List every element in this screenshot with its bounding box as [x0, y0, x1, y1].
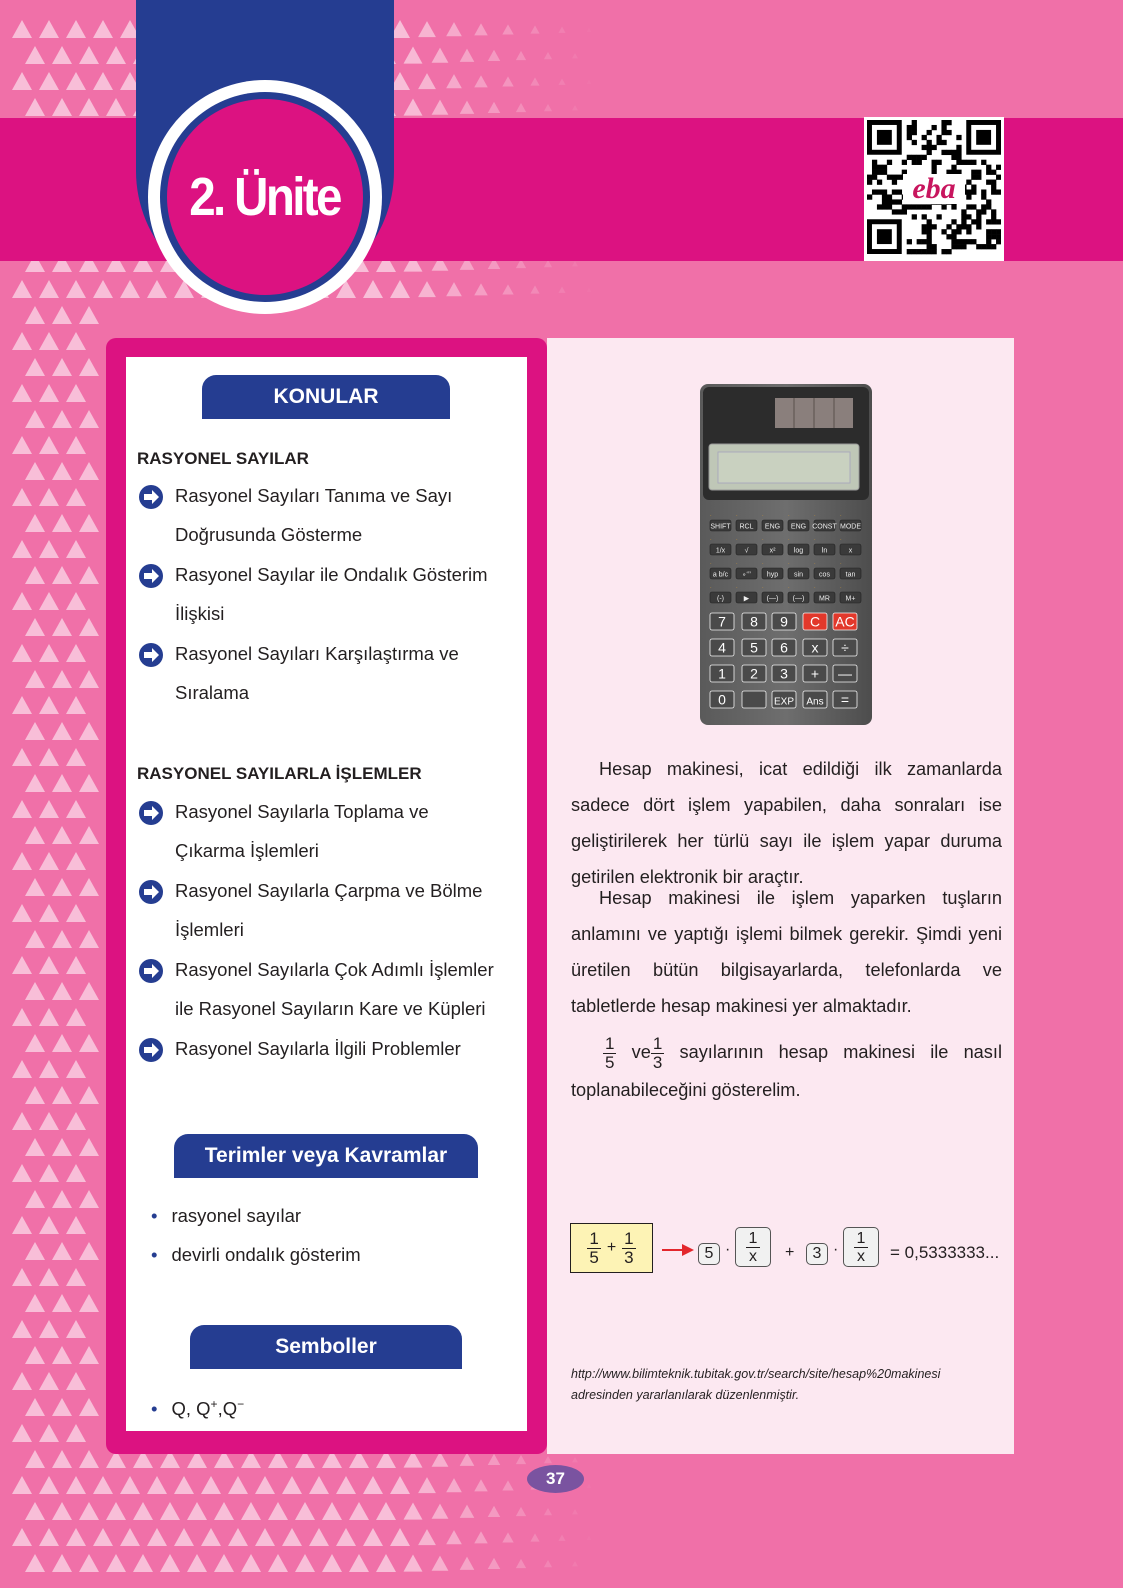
symbol-text: Q, Q: [171, 1398, 211, 1420]
svg-text:·: ·: [762, 561, 764, 567]
svg-text:·: ·: [736, 561, 738, 567]
calc-key-5: 5: [698, 1243, 720, 1265]
svg-text:ln: ln: [821, 547, 828, 555]
svg-text:·: ·: [788, 585, 790, 591]
source-text: adresinden yararlanılarak düzenlenmiştir.: [571, 1388, 800, 1402]
paragraph-3: [571, 1034, 1002, 1108]
svg-text:RCL: RCL: [739, 523, 754, 531]
symbol-sup: +: [210, 1397, 218, 1411]
svg-text:—: —: [838, 665, 852, 682]
qr-code[interactable]: [864, 117, 1004, 261]
dot-operator: ·: [833, 1241, 839, 1258]
calc-key-3: 3: [806, 1243, 828, 1265]
topic-item-line: Çıkarma İşlemleri: [175, 840, 319, 861]
section-title-rational-numbers: RASYONEL SAYILAR: [137, 449, 309, 468]
arrow-bullet-icon: [138, 958, 164, 984]
svg-text:5: 5: [750, 639, 758, 656]
svg-text:(-): (-): [717, 595, 724, 603]
svg-text:(—): (—): [792, 595, 805, 603]
page-number: 37: [527, 1465, 584, 1493]
svg-text:·: ·: [710, 513, 712, 519]
topic-item-line: Sıralama: [175, 682, 250, 703]
svg-text:AC: AC: [835, 613, 855, 630]
arrow-bullet-icon: [138, 879, 164, 905]
svg-text:log: log: [793, 547, 804, 555]
svg-text:·: ·: [710, 585, 712, 591]
svg-text:=: =: [840, 691, 850, 708]
svg-text:7: 7: [718, 613, 726, 630]
symbols-heading: Semboller: [190, 1325, 462, 1369]
arrow-bullet-icon: [138, 1037, 164, 1063]
svg-text:·: ·: [840, 513, 842, 519]
arrow-bullet-icon: [138, 484, 164, 510]
dot-operator: ·: [725, 1241, 731, 1258]
plus-sign: +: [606, 1239, 617, 1256]
topic-item: [138, 643, 518, 712]
topic-item: [138, 1038, 518, 1068]
svg-text:1: 1: [718, 665, 726, 682]
sum-expression-box: [570, 1223, 653, 1273]
topic-item-line: Rasyonel Sayılarla Çok Adımlı İşlemler: [175, 959, 494, 980]
symbol-text: ,Q: [217, 1398, 238, 1420]
topic-item-line: Doğrusunda Gösterme: [175, 524, 363, 545]
arrow-bullet-icon: [138, 800, 164, 826]
unit-title: 2. Ünite: [189, 167, 341, 227]
arrow-bullet-icon: [138, 563, 164, 589]
topic-item-line: Rasyonel Sayılarla İlgili Problemler: [175, 1038, 461, 1059]
svg-text:hyp: hyp: [766, 571, 779, 579]
svg-text:·: ·: [814, 537, 816, 543]
ve-text: ve: [631, 1042, 651, 1062]
term-item: • devirli ondalık gösterim: [151, 1244, 361, 1265]
topic-item-line: ile Rasyonel Sayıların Kare ve Küpleri: [175, 998, 486, 1019]
terms-heading: Terimler veya Kavramlar: [174, 1134, 478, 1178]
paragraph-2: Hesap makinesi ile işlem yaparken tuşların anlamını ve yaptığı işlemi bilmek gerekir. Şimdi yeni üretilen bütün bilgisayarlarda, telefonlarda ve tabletlerde hesap makinesi yer almaktadır.: [571, 888, 1002, 1016]
fraction-one-fifth: $\frac{1}{5}$: [589, 1228, 599, 1267]
calc-key-reciprocal: 1 x: [843, 1227, 879, 1267]
svg-text:√: √: [744, 547, 749, 555]
svg-text:C: C: [809, 613, 821, 630]
svg-text:SHIFT: SHIFT: [710, 523, 731, 531]
svg-text:·: ·: [814, 561, 816, 567]
symbols-item: • Q, Q+,Q−: [151, 1397, 245, 1420]
svg-text:EXP: EXP: [773, 696, 795, 708]
term-item: • rasyonel sayılar: [151, 1205, 302, 1226]
svg-text:·: ·: [762, 537, 764, 543]
topic-item-line: Rasyonel Sayılar ile Ondalık Gösterim: [175, 564, 488, 585]
svg-text:∘‘’’: ∘‘’’: [742, 571, 751, 579]
svg-text:M+: M+: [845, 595, 856, 603]
svg-text:·: ·: [710, 537, 712, 543]
svg-text:x: x: [848, 547, 853, 555]
section-title-operations: RASYONEL SAYILARLA İŞLEMLER: [137, 764, 422, 783]
paragraph-1: Hesap makinesi, icat edildiği ilk zamanlarda sadece dört işlem yapabilen, daha sonraları ise geliştirilerek her türlü sayı ile işlem yapar duruma getirilen elektronik bir araçtır.: [571, 759, 1002, 887]
svg-text:x: x: [811, 639, 819, 656]
svg-text:MODE: MODE: [840, 523, 861, 531]
svg-text:·: ·: [736, 585, 738, 591]
svg-text:·: ·: [788, 537, 790, 543]
svg-text:·: ·: [762, 585, 764, 591]
source-note: [571, 1364, 940, 1406]
calculator-image: [700, 384, 872, 725]
topic-item: [138, 564, 518, 633]
term-text: devirli ondalık gösterim: [171, 1244, 361, 1265]
topic-item-line: İşlemleri: [175, 919, 244, 940]
svg-text:·: ·: [840, 585, 842, 591]
topics-heading: KONULAR: [202, 375, 450, 419]
svg-text:Ans: Ans: [806, 696, 824, 708]
topic-item-line: İlişkisi: [175, 603, 225, 624]
svg-text:6: 6: [780, 639, 788, 656]
svg-text:MR: MR: [819, 595, 830, 603]
svg-text:ENG: ENG: [790, 523, 807, 531]
topic-item: [138, 485, 518, 554]
svg-text:(—): (—): [766, 595, 779, 603]
svg-text:·: ·: [736, 537, 738, 543]
symbol-sup: −: [237, 1397, 245, 1411]
svg-text:9: 9: [780, 613, 788, 630]
topic-item: [138, 880, 518, 949]
svg-text:sin: sin: [794, 571, 803, 579]
svg-text:4: 4: [718, 639, 726, 656]
svg-text:8: 8: [750, 613, 758, 630]
result-value: = 0,5333333...: [890, 1243, 1000, 1262]
svg-text:·: ·: [814, 513, 816, 519]
paragraph-3-text: sayılarının hesap makinesi ile nasıl toplanabileceğini gösterelim.: [571, 1042, 1002, 1100]
svg-text:·: ·: [736, 513, 738, 519]
term-text: rasyonel sayılar: [171, 1205, 302, 1226]
plus-sign: +: [785, 1244, 795, 1261]
svg-text:0: 0: [718, 691, 726, 708]
svg-text:·: ·: [762, 513, 764, 519]
fraction-one-third: $\frac{1}{3}$: [652, 1033, 663, 1072]
topic-item-line: Rasyonel Sayıları Tanıma ve Sayı: [175, 485, 453, 506]
svg-text:+: +: [810, 665, 820, 682]
svg-text:·: ·: [840, 561, 842, 567]
unit-badge: [167, 99, 363, 295]
arrow-bullet-icon: [138, 642, 164, 668]
red-arrow-icon: [662, 1244, 694, 1256]
svg-text:cos: cos: [819, 571, 830, 579]
svg-text:·: ·: [710, 561, 712, 567]
svg-text:·: ·: [788, 513, 790, 519]
svg-text:1/x: 1/x: [715, 547, 726, 555]
svg-text:·: ·: [788, 561, 790, 567]
fraction-one-third: $\frac{1}{3}$: [624, 1228, 634, 1267]
svg-text:▶: ▶: [743, 595, 750, 603]
topic-item-line: Rasyonel Sayılarla Toplama ve: [175, 801, 429, 822]
svg-text:eba: eba: [912, 172, 956, 205]
svg-text:3: 3: [780, 665, 788, 682]
svg-text:CONST: CONST: [812, 523, 837, 531]
svg-text:2: 2: [750, 665, 758, 682]
source-url: http://www.bilimteknik.tubitak.gov.tr/search/site/hesap%20makinesi: [571, 1367, 941, 1381]
topic-item-line: Rasyonel Sayıları Karşılaştırma ve: [175, 643, 459, 664]
calc-key-reciprocal: 1 x: [735, 1227, 771, 1267]
topic-item: [138, 801, 518, 870]
topic-item-line: Rasyonel Sayılarla Çarpma ve Bölme: [175, 880, 483, 901]
svg-text:a b/c: a b/c: [712, 571, 729, 579]
topic-item: [138, 959, 518, 1028]
svg-text:·: ·: [840, 537, 842, 543]
svg-text:x²: x²: [769, 547, 776, 555]
fraction-one-fifth: $\frac{1}{5}$: [605, 1033, 615, 1072]
svg-text:·: ·: [814, 585, 816, 591]
svg-text:ENG: ENG: [764, 523, 781, 531]
svg-text:÷: ÷: [841, 639, 849, 656]
svg-text:tan: tan: [845, 571, 856, 579]
